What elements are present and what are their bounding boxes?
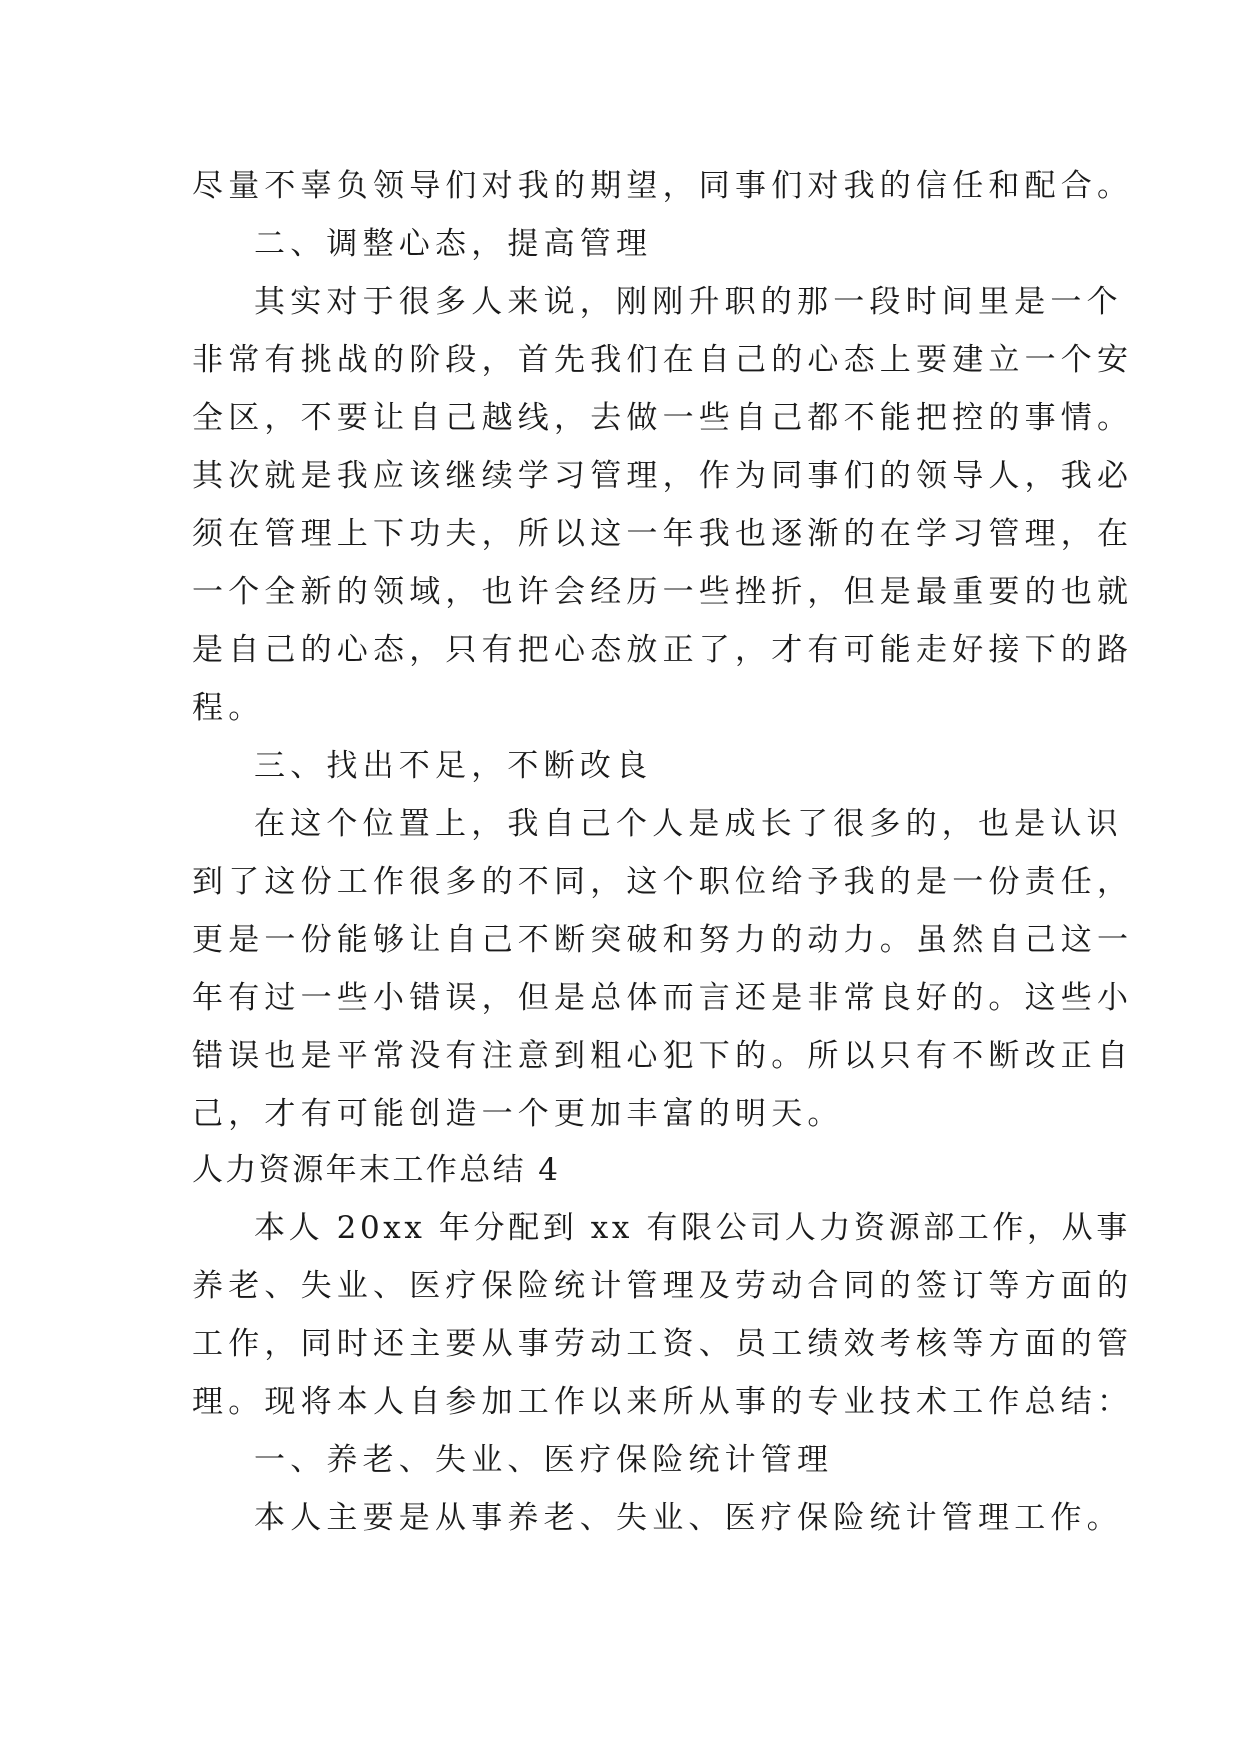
document-section-title: 人力资源年末工作总结 4	[192, 1152, 561, 1188]
paragraph-line: 尽量不辜负领导们对我的期望，同事们对我的信任和配合。	[192, 168, 1134, 204]
paragraph-line: 本人主要是从事养老、失业、医疗保险统计管理工作。	[254, 1500, 1123, 1536]
paragraph-line: 其次就是我应该继续学习管理，作为同事们的领导人，我必	[192, 458, 1134, 494]
paragraph-line: 理。现将本人自参加工作以来所从事的专业技术工作总结：	[192, 1384, 1134, 1420]
paragraph-line: 其实对于很多人来说，刚刚升职的那一段时间里是一个	[254, 284, 1123, 320]
paragraph-line: 错误也是平常没有注意到粗心犯下的。所以只有不断改正自	[192, 1038, 1134, 1074]
paragraph-line: 养老、失业、医疗保险统计管理及劳动合同的签订等方面的	[192, 1268, 1134, 1304]
paragraph-line: 全区，不要让自己越线，去做一些自己都不能把控的事情。	[192, 400, 1134, 436]
section-heading-1: 一、养老、失业、医疗保险统计管理	[254, 1442, 834, 1478]
paragraph-line: 须在管理上下功夫，所以这一年我也逐渐的在学习管理，在	[192, 516, 1134, 552]
paragraph-line: 到了这份工作很多的不同，这个职位给予我的是一份责任，	[192, 864, 1134, 900]
section-heading-2: 二、调整心态，提高管理	[254, 226, 653, 262]
paragraph-line: 年有过一些小错误，但是总体而言还是非常良好的。这些小	[192, 980, 1134, 1016]
paragraph-line: 程。	[192, 690, 265, 726]
paragraph-line: 在这个位置上，我自己个人是成长了很多的，也是认识	[254, 806, 1123, 842]
paragraph-line: 更是一份能够让自己不断突破和努力的动力。虽然自己这一	[192, 922, 1134, 958]
paragraph-line: 非常有挑战的阶段，首先我们在自己的心态上要建立一个安	[192, 342, 1134, 378]
paragraph-line: 本人 20xx 年分配到 xx 有限公司人力资源部工作，从事	[254, 1210, 1131, 1246]
paragraph-line: 是自己的心态，只有把心态放正了，才有可能走好接下的路	[192, 632, 1134, 668]
section-heading-3: 三、找出不足，不断改良	[254, 748, 653, 784]
paragraph-line: 己，才有可能创造一个更加丰富的明天。	[192, 1096, 844, 1132]
paragraph-line: 工作，同时还主要从事劳动工资、员工绩效考核等方面的管	[192, 1326, 1134, 1362]
paragraph-line: 一个全新的领域，也许会经历一些挫折，但是最重要的也就	[192, 574, 1134, 610]
